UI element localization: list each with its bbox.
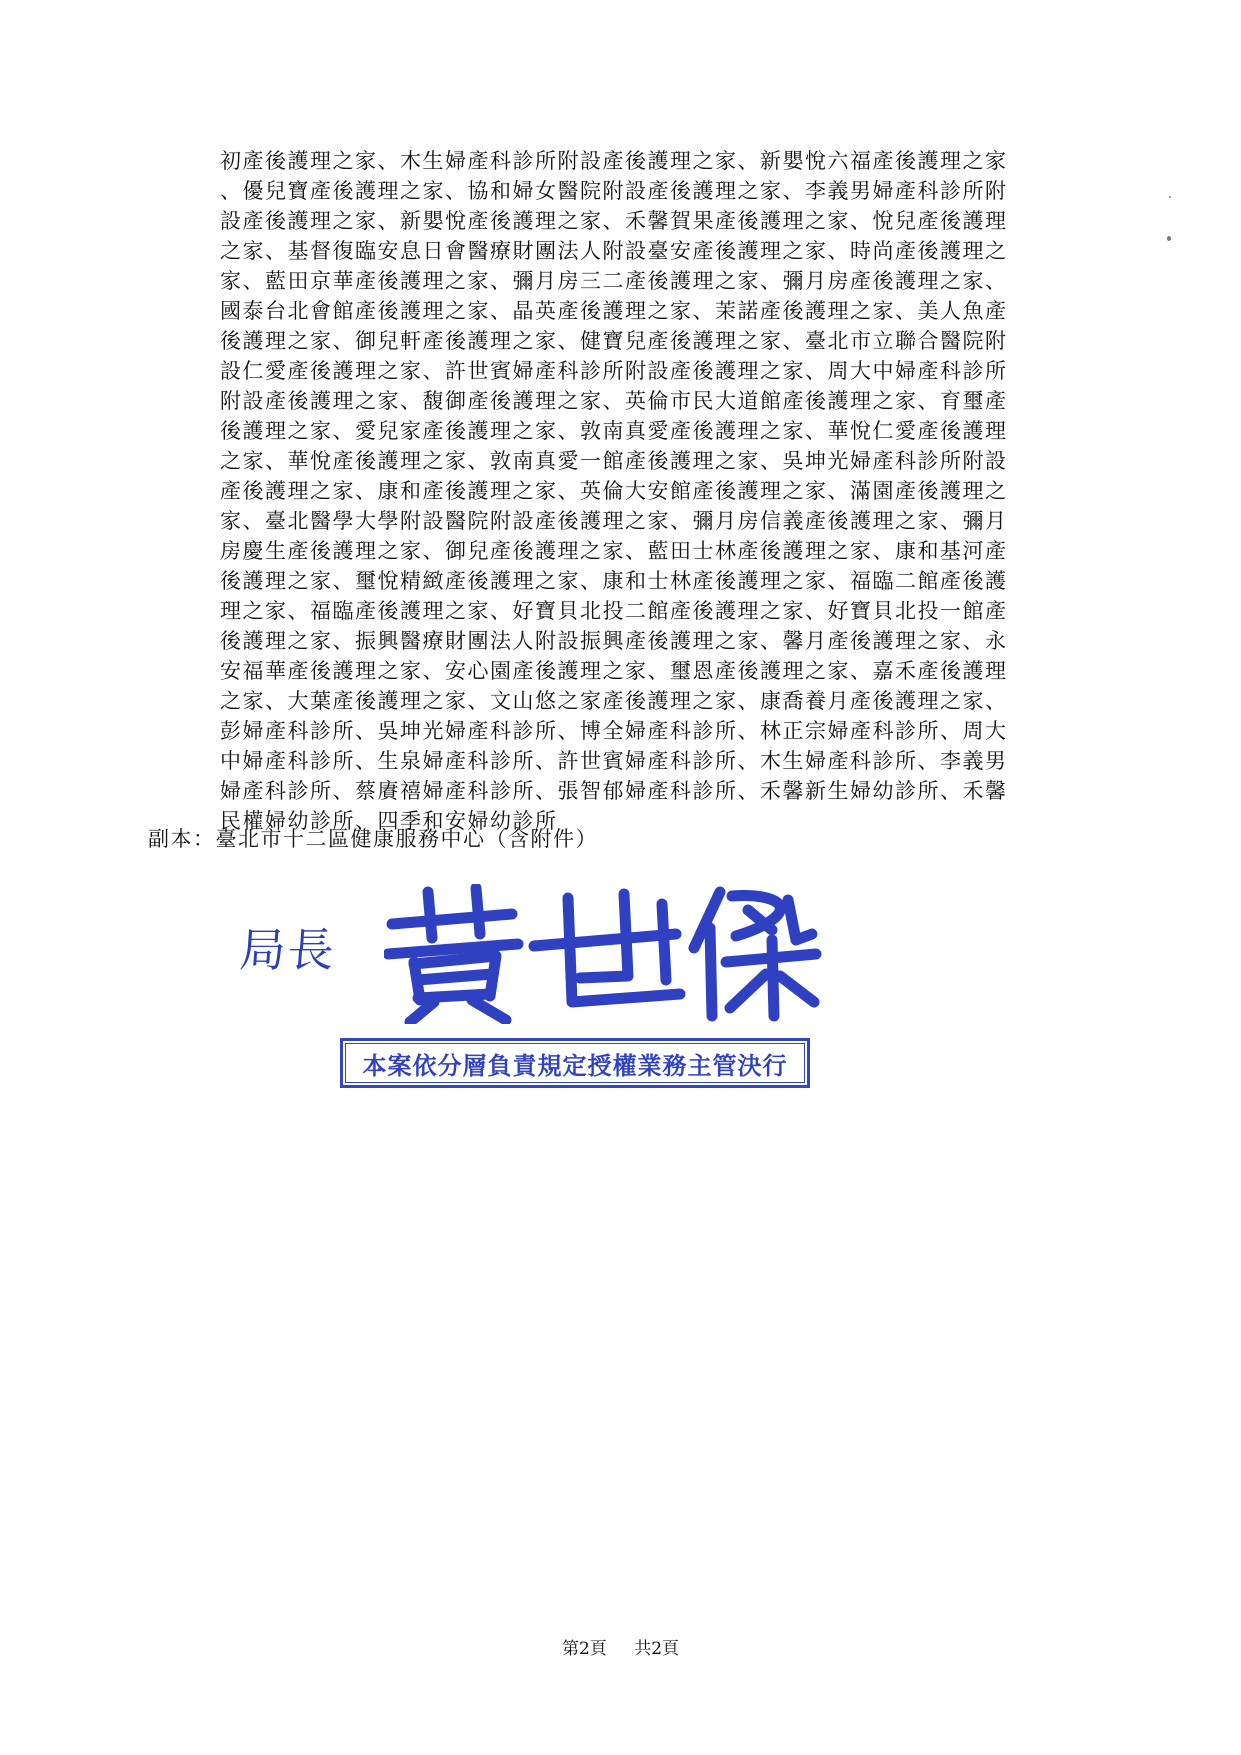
recipients-line: 、優兒寶產後護理之家、協和婦女醫院附設產後護理之家、李義男婦產科診所附: [220, 179, 1008, 203]
recipients-line: 家、藍田京華產後護理之家、彌月房三二產後護理之家、彌月房產後護理之家、: [220, 269, 1008, 293]
recipients-line: 附設產後護理之家、馥御產後護理之家、英倫市民大道館產後護理之家、育璽產: [220, 389, 1008, 413]
recipients-line: 理之家、福臨產後護理之家、好寶貝北投二館產後護理之家、好寶貝北投一館產: [220, 599, 1008, 623]
signature-title: 局長: [237, 923, 338, 977]
recipients-line: 房慶生產後護理之家、御兒產後護理之家、藍田士林產後護理之家、康和基河產: [220, 539, 1008, 563]
recipients-list: [220, 146, 1120, 836]
recipients-line: 設產後護理之家、新嬰悅產後護理之家、禾馨賀果產後護理之家、悅兒產後護理: [220, 209, 1008, 233]
recipients-line: 初產後護理之家、木生婦產科診所附設產後護理之家、新嬰悅六福產後護理之家: [220, 149, 1008, 173]
scan-speck: [1169, 196, 1171, 198]
recipients-line: 之家、華悅產後護理之家、敦南真愛一館產後護理之家、吳坤光婦產科診所附設: [220, 449, 1008, 473]
recipients-line: 後護理之家、愛兒家產後護理之家、敦南真愛產後護理之家、華悅仁愛產後護理: [220, 419, 1008, 443]
page-number: 第2頁: [561, 1639, 607, 1659]
recipients-line: 設仁愛產後護理之家、許世賓婦產科診所附設產後護理之家、周大中婦產科診所: [220, 359, 1008, 383]
director-signature-block: [236, 888, 826, 1098]
handwritten-signature: [384, 884, 824, 1024]
delegation-stamp: [340, 1038, 810, 1088]
recipients-line: 之家、基督復臨安息日會醫療財團法人附設臺安產後護理之家、時尚產後護理之: [220, 239, 1008, 263]
recipients-line: 之家、大葉產後護理之家、文山悠之家產後護理之家、康喬養月產後護理之家、: [220, 689, 1008, 713]
page-footer: [0, 1634, 1241, 1659]
recipients-line: 婦產科診所、蔡賡禧婦產科診所、張智郁婦產科診所、禾馨新生婦幼診所、禾馨: [220, 779, 1008, 803]
recipients-line: 民權婦幼診所、四季和安婦幼診所: [220, 809, 558, 833]
recipients-line: 中婦產科診所、生泉婦產科診所、許世賓婦產科診所、木生婦產科診所、李義男: [220, 749, 1008, 773]
recipients-line: 後護理之家、振興醫療財團法人附設振興產後護理之家、馨月產後護理之家、永: [220, 629, 1008, 653]
page-total: 共2頁: [634, 1639, 680, 1659]
carbon-copy-line: 副本：臺北市十二區健康服務中心（含附件）: [148, 827, 598, 851]
recipients-line: 家、臺北醫學大學附設醫院附設產後護理之家、彌月房信義產後護理之家、彌月: [220, 509, 1008, 533]
scan-speck: [1167, 236, 1171, 241]
recipients-line: 後護理之家、御兒軒產後護理之家、健寶兒產後護理之家、臺北市立聯合醫院附: [220, 329, 1008, 353]
recipients-line: 後護理之家、璽悅精緻產後護理之家、康和士林產後護理之家、福臨二館產後護: [220, 569, 1008, 593]
recipients-line: 國泰台北會館產後護理之家、晶英產後護理之家、茉諾產後護理之家、美人魚產: [220, 299, 1008, 323]
recipients-line: 彭婦產科診所、吳坤光婦產科診所、博全婦產科診所、林正宗婦產科診所、周大: [220, 719, 1008, 743]
delegation-stamp-text: 本案依分層負責規定授權業務主管決行: [345, 1043, 805, 1083]
recipients-line: 產後護理之家、康和產後護理之家、英倫大安館產後護理之家、滿園產後護理之: [220, 479, 1008, 503]
recipients-line: 安福華產後護理之家、安心園產後護理之家、璽恩產後護理之家、嘉禾產後護理: [220, 659, 1008, 683]
